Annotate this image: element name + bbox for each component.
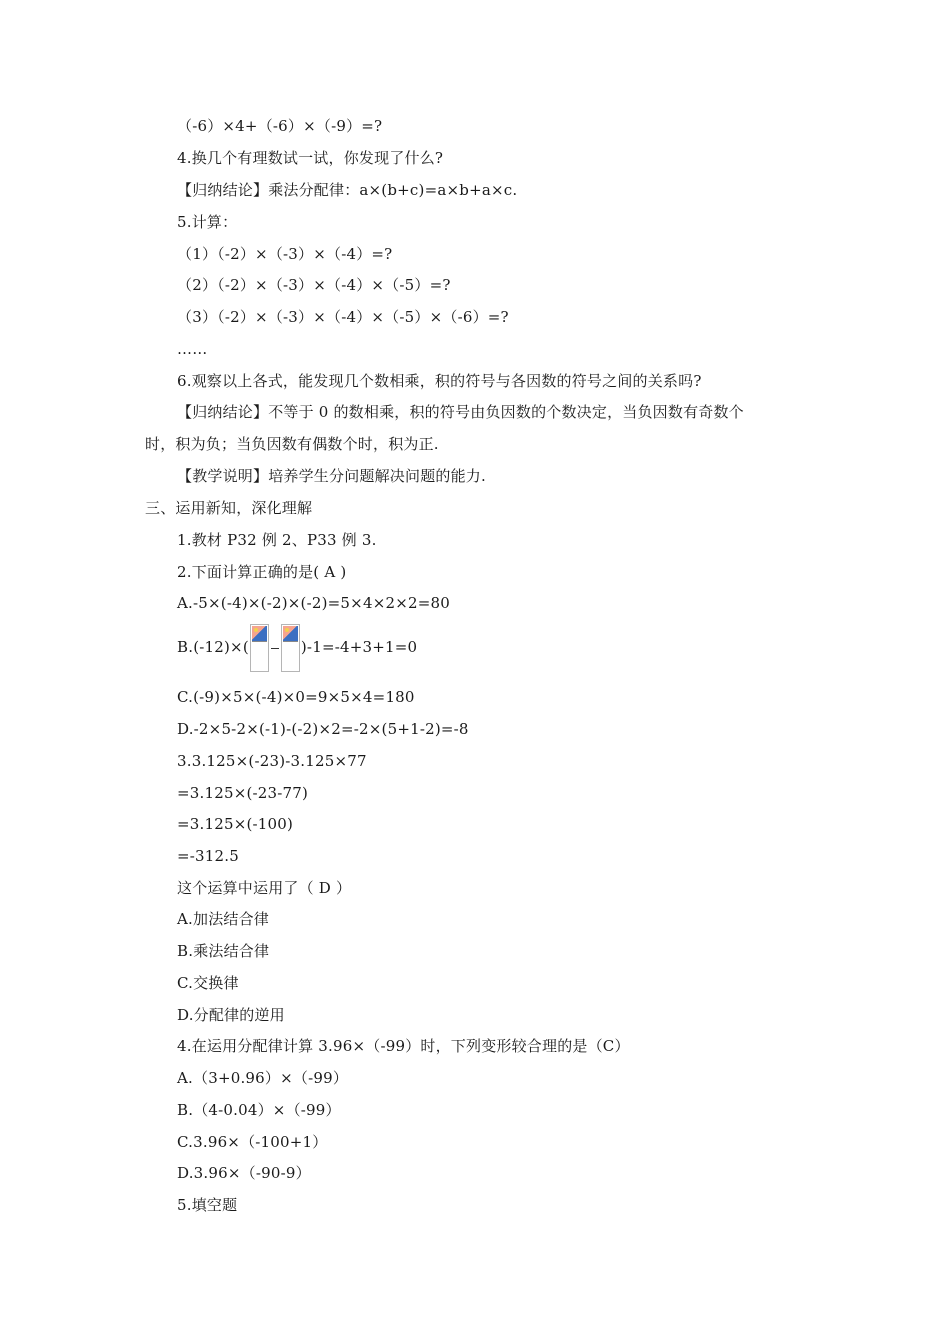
conclusion-line: 【归纳结论】乘法分配律：a×(b+c)=a×b+a×c. (177, 181, 518, 199)
equation-line: =3.125×(-100) (177, 815, 294, 833)
text-line: 5.计算： (177, 213, 238, 231)
text-line: （2）（-2）×（-3）×（-4）×（-5）=? (177, 276, 451, 294)
section-heading: 三、运用新知，深化理解 (145, 499, 313, 517)
equation-line: =-312.5 (177, 847, 239, 865)
option-line: C.3.96×（-100+1） (177, 1133, 328, 1151)
question-line: 5.填空题 (177, 1196, 238, 1214)
option-b-prefix: B.(-12)×( (177, 638, 249, 656)
question-line: 这个运算中运用了（ D ） (177, 879, 352, 897)
conclusion-line: 【归纳结论】不等于 0 的数相乘，积的符号由负因数的个数决定，当负因数有奇数个 (177, 403, 744, 421)
option-line-b (177, 622, 417, 672)
text-line: （1）（-2）×（-3）×（-4）=? (177, 245, 393, 263)
option-line: D.3.96×（-90-9） (177, 1164, 311, 1182)
option-line: A.加法结合律 (177, 910, 270, 928)
text-line: （-6）×4+（-6）×（-9）=? (177, 117, 383, 135)
text-line: 1.教材 P32 例 2、P33 例 3. (177, 531, 377, 549)
option-line: A.-5×(-4)×(-2)×(-2)=5×4×2×2=80 (177, 594, 450, 612)
option-line: B.乘法结合律 (177, 942, 270, 960)
text-line: 时，积为负；当负因数有偶数个时，积为正. (145, 435, 439, 453)
option-line: A.（3+0.96）×（-99） (177, 1069, 349, 1087)
text-line: （3）（-2）×（-3）×（-4）×（-5）×（-6）=? (177, 308, 509, 326)
ellipsis-line: …… (177, 340, 208, 358)
minus-sign (271, 648, 279, 649)
teaching-note: 【教学说明】培养学生分问题解决问题的能力. (177, 467, 486, 485)
option-line: D.-2×5-2×(-1)-(-2)×2=-2×(5+1-2)=-8 (177, 720, 469, 738)
option-line: C.交换律 (177, 974, 239, 992)
option-line: B.（4-0.04）×（-99） (177, 1101, 341, 1119)
broken-image-icon (281, 624, 300, 672)
option-b-suffix: )-1=-4+3+1=0 (300, 638, 418, 656)
option-line: C.(-9)×5×(-4)×0=9×5×4=180 (177, 688, 415, 706)
option-line: D.分配律的逆用 (177, 1006, 285, 1024)
equation-line: =3.125×(-23-77) (177, 784, 309, 802)
text-line: 6.观察以上各式，能发现几个数相乘，积的符号与各因数的符号之间的关系吗? (177, 372, 702, 390)
text-line: 4.换几个有理数试一试，你发现了什么? (177, 149, 444, 167)
question-line: 2.下面计算正确的是( A ) (177, 563, 347, 581)
question-line: 3.3.125×(-23)-3.125×77 (177, 752, 367, 770)
broken-image-icon (250, 624, 269, 672)
question-line: 4.在运用分配律计算 3.96×（-99）时，下列变形较合理的是（C） (177, 1037, 630, 1055)
